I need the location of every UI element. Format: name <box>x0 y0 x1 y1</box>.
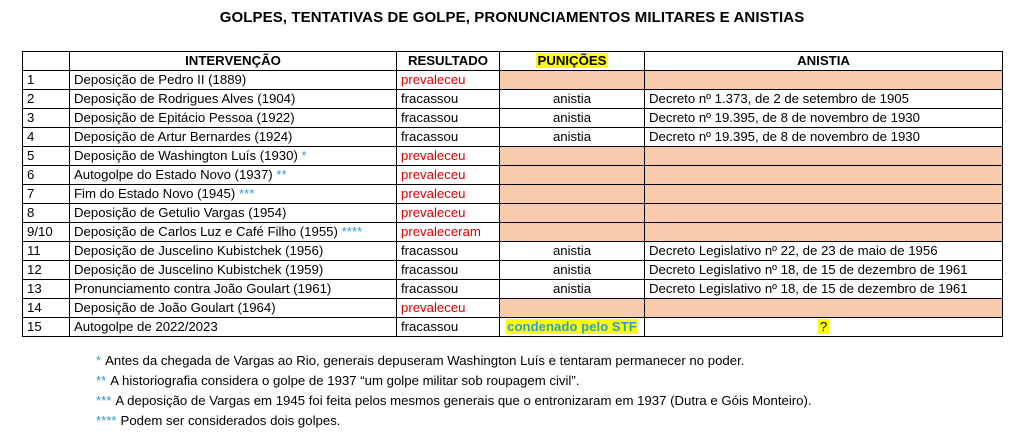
row-punicoes <box>500 299 645 318</box>
row-anistia <box>645 318 1003 337</box>
row-anistia: Decreto Legislativo nº 18, de 15 de dezembro de 1961 <box>645 280 1003 299</box>
intervencao-text: Pronunciamento contra João Goulart (1961) <box>74 281 332 296</box>
intervencao-text: Autogolpe do Estado Novo (1937) <box>74 167 273 182</box>
row-anistia: Decreto nº 19.395, de 8 de novembro de 1930 <box>645 109 1003 128</box>
row-intervencao <box>70 128 397 147</box>
row-number: 4 <box>23 128 70 147</box>
intervencao-text: Deposição de Juscelino Kubistchek (1959) <box>74 262 324 277</box>
footnotes <box>96 351 812 431</box>
header-intervencao: INTERVENÇÃO <box>70 52 397 71</box>
row-intervencao <box>70 318 397 337</box>
table-row <box>23 299 1003 318</box>
row-number: 13 <box>23 280 70 299</box>
row-anistia <box>645 223 1003 242</box>
row-punicoes <box>500 147 645 166</box>
footnote-marker: ** <box>276 167 287 182</box>
row-resultado: prevaleceu <box>397 147 500 166</box>
footnote-text: Antes da chegada de Vargas ao Rio, generais depuseram Washington Luís e tentaram permanecer no poder. <box>105 353 745 368</box>
table-row <box>23 147 1003 166</box>
row-resultado: prevaleceu <box>397 204 500 223</box>
header-punicoes-label: PUNIÇÕES <box>537 53 607 68</box>
footnote-text: A historiografia considera o golpe de 1937 “um golpe militar sob roupagem civil”. <box>110 373 580 388</box>
row-resultado: prevaleceu <box>397 185 500 204</box>
row-resultado: fracassou <box>397 90 500 109</box>
footnote <box>96 371 812 391</box>
row-anistia: Decreto Legislativo nº 22, de 23 de maio de 1956 <box>645 242 1003 261</box>
row-punicoes <box>500 318 645 337</box>
row-number: 5 <box>23 147 70 166</box>
row-anistia <box>645 166 1003 185</box>
row-resultado: fracassou <box>397 318 500 337</box>
row-anistia <box>645 71 1003 90</box>
footnote-marker: ** <box>96 373 107 388</box>
row-punicoes: anistia <box>500 242 645 261</box>
row-punicoes <box>500 185 645 204</box>
row-intervencao <box>70 109 397 128</box>
table-row <box>23 318 1003 337</box>
row-number: 8 <box>23 204 70 223</box>
table-row <box>23 242 1003 261</box>
table-row <box>23 128 1003 147</box>
footnote <box>96 391 812 411</box>
row-intervencao <box>70 185 397 204</box>
row-anistia <box>645 185 1003 204</box>
row-resultado: fracassou <box>397 261 500 280</box>
footnote-marker: * <box>96 353 102 368</box>
intervencao-text: Deposição de Getulio Vargas (1954) <box>74 205 287 220</box>
row-intervencao <box>70 299 397 318</box>
row-punicoes: anistia <box>500 109 645 128</box>
table-row <box>23 280 1003 299</box>
row-number: 1 <box>23 71 70 90</box>
row-punicoes: anistia <box>500 128 645 147</box>
row-anistia: Decreto nº 1.373, de 2 de setembro de 1905 <box>645 90 1003 109</box>
question-mark-highlight: ? <box>819 319 828 334</box>
intervencao-text: Deposição de Carlos Luz e Café Filho (1955) <box>74 224 338 239</box>
row-punicoes: anistia <box>500 280 645 299</box>
footnote <box>96 411 812 431</box>
row-punicoes <box>500 71 645 90</box>
intervencao-text: Deposição de Artur Bernardes (1924) <box>74 129 293 144</box>
page-title: GOLPES, TENTATIVAS DE GOLPE, PRONUNCIAMENTOS MILITARES E ANISTIAS <box>219 9 805 26</box>
row-intervencao <box>70 261 397 280</box>
row-anistia <box>645 147 1003 166</box>
row-anistia: Decreto nº 19.395, de 8 de novembro de 1930 <box>645 128 1003 147</box>
row-number: 14 <box>23 299 70 318</box>
row-resultado: prevaleceu <box>397 166 500 185</box>
row-intervencao <box>70 223 397 242</box>
table-row <box>23 166 1003 185</box>
table-row <box>23 204 1003 223</box>
coups-table <box>22 51 1003 337</box>
row-intervencao <box>70 71 397 90</box>
footnote-marker: **** <box>96 413 117 428</box>
table-row <box>23 185 1003 204</box>
intervencao-text: Deposição de Rodrigues Alves (1904) <box>74 91 296 106</box>
intervencao-text: Deposição de Juscelino Kubistchek (1956) <box>74 243 324 258</box>
footnote-text: A deposição de Vargas em 1945 foi feita pelos mesmos generais que o entronizaram em 1937 (Dutra e Góis Monteiro). <box>115 393 812 408</box>
header-resultado: RESULTADO <box>397 52 500 71</box>
row-anistia <box>645 299 1003 318</box>
intervencao-text: Fim do Estado Novo (1945) <box>74 186 236 201</box>
row-resultado: prevaleceu <box>397 299 500 318</box>
row-resultado: prevaleceu <box>397 71 500 90</box>
row-number: 12 <box>23 261 70 280</box>
footnote-marker: *** <box>96 393 112 408</box>
row-anistia <box>645 204 1003 223</box>
row-anistia: Decreto Legislativo nº 18, de 15 de dezembro de 1961 <box>645 261 1003 280</box>
row-resultado: fracassou <box>397 109 500 128</box>
row-intervencao <box>70 147 397 166</box>
row-number: 9/10 <box>23 223 70 242</box>
row-intervencao <box>70 204 397 223</box>
row-intervencao <box>70 242 397 261</box>
intervencao-text: Deposição de Washington Luís (1930) <box>74 148 298 163</box>
footnote <box>96 351 812 371</box>
row-number: 2 <box>23 90 70 109</box>
row-number: 6 <box>23 166 70 185</box>
row-punicoes <box>500 204 645 223</box>
row-resultado: fracassou <box>397 280 500 299</box>
row-number: 11 <box>23 242 70 261</box>
table-row <box>23 90 1003 109</box>
table-row <box>23 261 1003 280</box>
row-resultado: fracassou <box>397 128 500 147</box>
row-punicoes: anistia <box>500 90 645 109</box>
row-resultado: fracassou <box>397 242 500 261</box>
header-anistia: ANISTIA <box>645 52 1003 71</box>
row-resultado: prevaleceram <box>397 223 500 242</box>
footnote-marker: *** <box>238 186 255 201</box>
row-intervencao <box>70 166 397 185</box>
stf-highlight: condenado pelo STF <box>507 319 637 334</box>
footnote-marker: * <box>301 148 307 163</box>
row-intervencao <box>70 90 397 109</box>
row-intervencao <box>70 280 397 299</box>
footnote-marker: **** <box>341 224 363 239</box>
footnote-text: Podem ser considerados dois golpes. <box>120 413 341 428</box>
intervencao-text: Autogolpe de 2022/2023 <box>74 319 218 334</box>
table-row <box>23 109 1003 128</box>
header-punicoes <box>500 52 645 71</box>
row-number: 15 <box>23 318 70 337</box>
table-row <box>23 71 1003 90</box>
row-number: 7 <box>23 185 70 204</box>
intervencao-text: Deposição de João Goulart (1964) <box>74 300 276 315</box>
row-punicoes <box>500 223 645 242</box>
intervencao-text: Deposição de Pedro II (1889) <box>74 72 247 87</box>
header-num <box>23 52 70 71</box>
row-number: 3 <box>23 109 70 128</box>
intervencao-text: Deposição de Epitácio Pessoa (1922) <box>74 110 295 125</box>
row-punicoes: anistia <box>500 261 645 280</box>
table-header-row <box>23 52 1003 71</box>
table-row <box>23 223 1003 242</box>
row-punicoes <box>500 166 645 185</box>
